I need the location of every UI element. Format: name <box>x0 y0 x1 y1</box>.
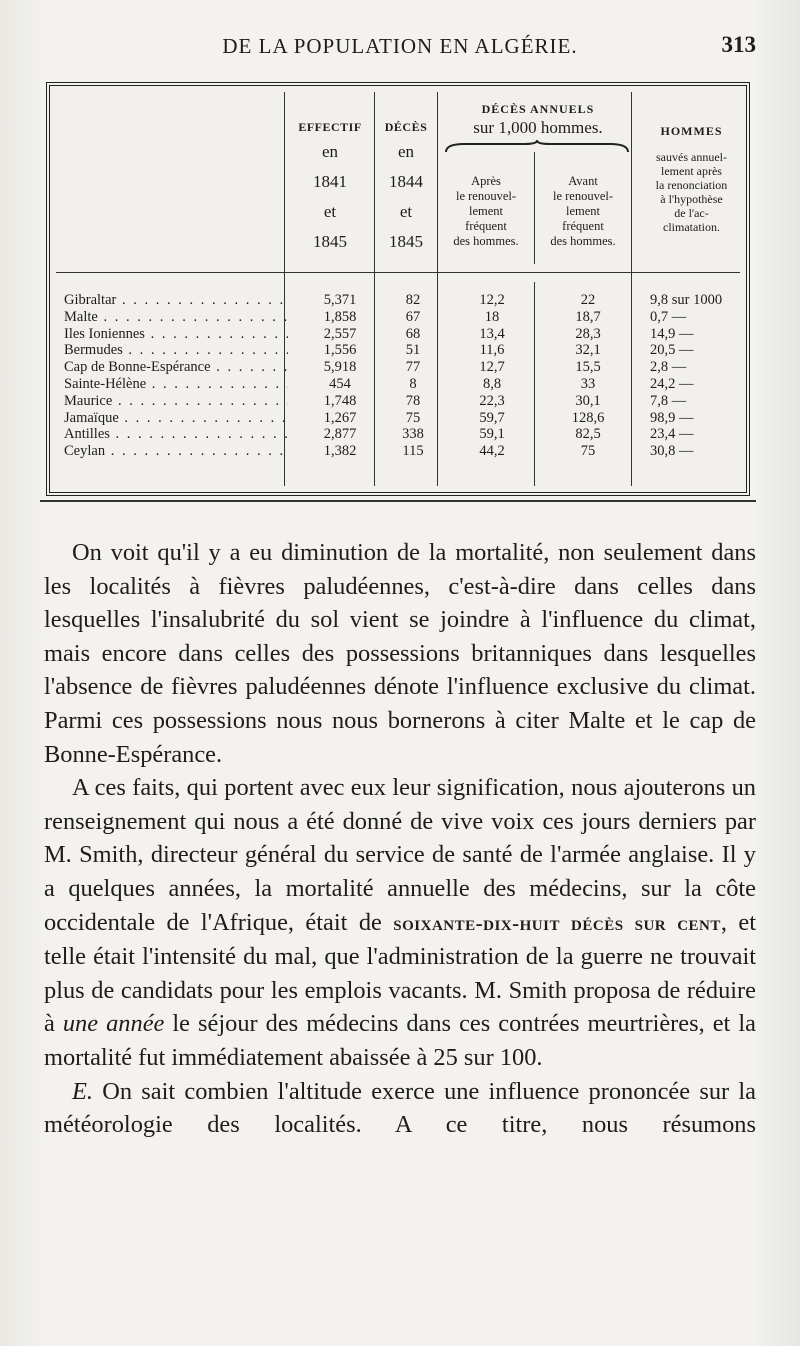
cell-hommes: 0,7 — <box>650 308 687 325</box>
cell-avant: 30,1 <box>575 392 601 409</box>
cell-deces: 115 <box>402 443 424 460</box>
section-letter: E. <box>72 1077 93 1105</box>
header-hommes-line: la renonciation <box>655 178 728 192</box>
running-title: DE LA POPULATION EN ALGÉRIE. <box>222 34 578 58</box>
header-effectif-line: en <box>321 141 339 161</box>
cell-apres: 18 <box>484 308 500 325</box>
paragraph-text: On sait combien l'altitude exerce une influence prononcée sur la météorologie des localités. A ce titre, nous résumons <box>44 1077 756 1139</box>
cell-avant: 32,1 <box>575 342 601 359</box>
header-deces-annuels: DÉCÈS ANNUELS <box>481 102 595 116</box>
body-text <box>44 536 756 1142</box>
header-deces-title: DÉCÈS <box>384 120 428 134</box>
header-hommes-line: à l'hypothèse <box>660 192 723 206</box>
cell-hommes: 14,9 — <box>650 325 694 342</box>
cell-avant: 18,7 <box>575 308 601 325</box>
paragraph-text: A ces faits, qui portent avec eux leur signification, nous ajouterons un renseignement qui nous a été donné de vive voix ces jours derniers par M. Smith, directeur général du service de santé de l'armée anglaise. Il y a quelques années, la mortalité annuelle des médecins, sur la côte occidentale de l'Afrique, était de <box>44 774 756 936</box>
cell-deces: 77 <box>405 359 421 376</box>
cell-hommes: 30,8 — <box>650 443 694 460</box>
cell-deces: 68 <box>405 325 421 342</box>
cell-hommes: 2,8 — <box>650 359 687 376</box>
mortality-table <box>46 82 750 496</box>
cell-apres: 59,7 <box>479 409 505 426</box>
table-body <box>60 292 742 460</box>
table-row <box>60 393 742 410</box>
header-avant-line: fréquent <box>562 219 604 233</box>
cell-hommes: 20,5 — <box>650 342 694 359</box>
cell-apres: 22,3 <box>479 392 505 409</box>
paragraph: On voit qu'il y a eu diminution de la mortalité, non seulement dans les localités à fièvres paludéennes, c'est-à-dire dans celles dans lesquelles l'insalubrité du sol vient se joindre à l'influence du climat, mais encore dans celles des possessions britanniques dans lesquelles l'absence de fièvres paludéennes dénote l'influence exclusive du climat. Parmi ces possessions nous nous bornerons à citer Malte et le cap de Bonne-Espérance. <box>44 539 756 768</box>
cell-avant: 28,3 <box>575 325 601 342</box>
cell-effectif: 1,858 <box>323 308 357 325</box>
header-apres-line: le renouvel- <box>455 189 517 203</box>
paragraph <box>44 1075 756 1142</box>
header-avant-line: Avant <box>568 174 598 188</box>
header-hommes-line: de l'ac- <box>674 206 709 220</box>
header-effectif-line: 1845 <box>313 231 347 251</box>
cell-apres: 8,8 <box>482 375 502 392</box>
header-deces <box>376 120 436 257</box>
header-apres-line: fréquent <box>465 219 507 233</box>
header-apres-line: lement <box>468 204 503 218</box>
paragraph-text: le séjour des médecins dans ces contrées meurtrières, et la mortalité fut immédiatement abaissée à 25 sur 100. <box>44 1010 756 1071</box>
cell-effectif: 5,371 <box>323 292 357 308</box>
table-row <box>60 359 742 376</box>
cell-effectif: 2,557 <box>323 325 357 342</box>
table-row <box>60 376 742 393</box>
cell-name: Jamaïque . . . <box>64 410 288 427</box>
cell-hommes: 24,2 — <box>650 375 694 392</box>
cell-name: Antilles . . . <box>64 426 288 443</box>
header-rule <box>56 272 740 273</box>
cell-name: Bermudes . . . <box>64 342 288 359</box>
cell-effectif: 5,918 <box>323 359 357 376</box>
cell-effectif: 454 <box>329 375 351 392</box>
table-row <box>60 309 742 326</box>
cell-apres: 12,2 <box>479 292 505 308</box>
cell-deces: 338 <box>402 426 424 443</box>
table-row <box>60 410 742 427</box>
cell-name: Maurice . . . <box>64 393 288 410</box>
header-effectif <box>286 120 374 257</box>
table-row <box>60 292 742 309</box>
header-avant <box>536 174 630 249</box>
table-row <box>60 326 742 343</box>
header-apres <box>439 174 533 249</box>
cell-deces: 67 <box>405 308 421 325</box>
header-deces-line: en <box>397 141 415 161</box>
header-deces-line: 1844 <box>389 171 423 191</box>
cell-effectif: 2,877 <box>323 426 357 443</box>
cell-apres: 59,1 <box>479 426 505 443</box>
cell-effectif: 1,267 <box>323 409 357 426</box>
cell-avant: 15,5 <box>575 359 601 376</box>
header-hommes: HOMMES <box>660 124 723 138</box>
cell-hommes: 9,8 sur 1000 <box>650 292 723 308</box>
header-deces-annuels-sub: sur 1,000 hommes. <box>473 118 603 137</box>
paragraph-text: , et telle était l'intensité du mal, que l'administration de la guerre ne trouvait plus de candidats pour les emplois vacants. M. Smith proposa de réduire à <box>44 908 756 1038</box>
cell-deces: 8 <box>409 375 417 392</box>
cell-deces: 78 <box>405 392 421 409</box>
cell-hommes: 7,8 — <box>650 392 687 409</box>
cell-apres: 11,6 <box>479 342 505 359</box>
header-hommes-line: lement après <box>661 164 722 178</box>
paragraph <box>44 771 756 1074</box>
cell-avant: 75 <box>580 443 596 460</box>
cell-apres: 44,2 <box>479 443 505 460</box>
header-effectif-title: EFFECTIF <box>298 120 362 134</box>
header-effectif-line: 1841 <box>313 171 347 191</box>
cell-hommes: 98,9 — <box>650 409 694 426</box>
header-avant-line: lement <box>565 204 600 218</box>
header-deces-line: 1845 <box>389 231 423 251</box>
brace-icon <box>444 140 630 154</box>
header-avant-line: des hommes. <box>550 234 616 248</box>
cell-name: Malte . . . <box>64 309 288 326</box>
cell-avant: 82,5 <box>575 426 601 443</box>
cell-name: Sainte-Hélène . . . <box>64 376 288 393</box>
column-rule <box>534 152 535 264</box>
cell-deces: 75 <box>405 409 421 426</box>
header-hommes-line: sauvés annuel- <box>656 150 727 164</box>
header-deces-line: et <box>399 201 413 221</box>
emphasis-caps: soixante-dix-huit décès sur cent <box>393 910 721 935</box>
cell-name: Ceylan . . . <box>64 443 288 460</box>
cell-name: Cap de Bonne-Espérance . . . <box>64 359 288 376</box>
cell-hommes: 23,4 — <box>650 426 694 443</box>
cell-apres: 13,4 <box>479 325 505 342</box>
table-row <box>60 443 742 460</box>
cell-name: Gibraltar . . . <box>64 292 288 309</box>
cell-deces: 82 <box>405 292 421 308</box>
running-head <box>44 28 756 68</box>
header-hommes-line: climatation. <box>663 220 720 234</box>
cell-deces: 51 <box>405 342 421 359</box>
header-avant-line: le renouvel- <box>552 189 614 203</box>
table-row <box>60 426 742 443</box>
cell-avant: 33 <box>580 375 596 392</box>
cell-effectif: 1,382 <box>323 443 357 460</box>
page-number: 313 <box>721 32 756 57</box>
header-apres-line: des hommes. <box>453 234 519 248</box>
cell-apres: 12,7 <box>479 359 505 376</box>
cell-effectif: 1,748 <box>323 392 357 409</box>
cell-effectif: 1,556 <box>323 342 357 359</box>
table-bottom-rule <box>40 500 756 502</box>
cell-avant: 22 <box>580 292 596 308</box>
emphasis-italic: une année <box>62 1010 165 1038</box>
cell-avant: 128,6 <box>571 409 605 426</box>
table-row <box>60 342 742 359</box>
cell-name: Iles Ioniennes . . . <box>64 326 288 343</box>
header-hommes-desc <box>635 150 748 234</box>
header-apres-line: Après <box>471 174 501 188</box>
header-effectif-line: et <box>323 201 337 221</box>
